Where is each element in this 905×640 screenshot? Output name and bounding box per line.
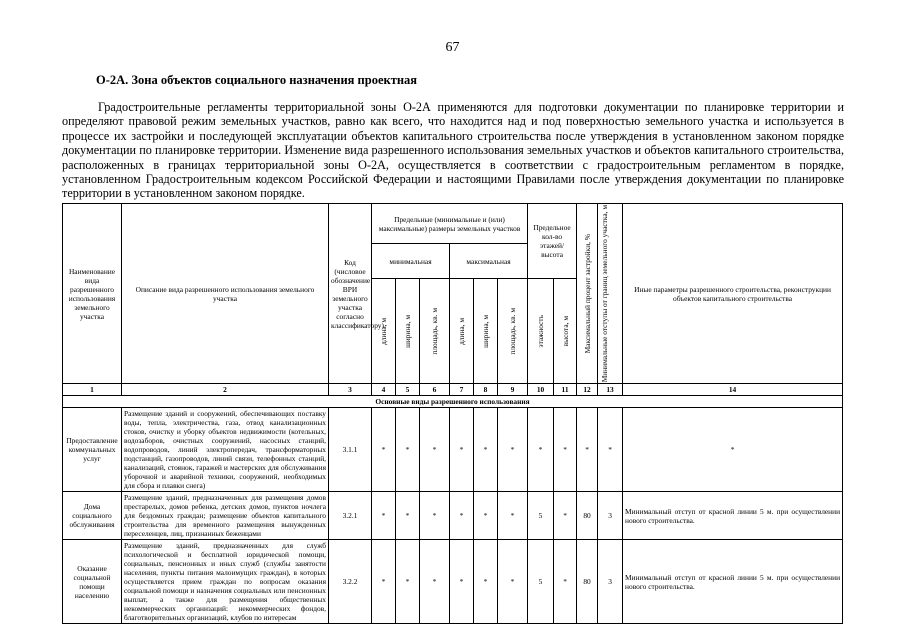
header-description: Описание вида разрешенного использования земельного участка (122, 204, 329, 384)
cell-max-coverage: 80 (577, 492, 598, 540)
row-code: 3.2.1 (329, 492, 372, 540)
header-max-coverage: Максимальный процент застройки, % (577, 204, 598, 384)
row-description: Размещение зданий и сооружений, обеспечивающих поставку воды, тепла, электричества, газа, отвод канализационных стоков, очистку и уборку объектов недвижимости (котельных, водозаборов, очистных сооружений, насосных станций, водопроводов, линий электропередач, трансформаторных подстанций, газопроводов, линий связи, телефонных станций, канализаций, стоянок, гаражей и мастерских для обслуживания уборочной и аварийной техники, сооружений, необходимых для сбора и плавки снега) (122, 408, 329, 492)
column-number: 1 (63, 384, 122, 396)
table-row (63, 408, 843, 492)
row-other-params: * (623, 408, 843, 492)
cell-max-coverage: * (577, 408, 598, 492)
row-name: Дома социального обслуживания (63, 492, 122, 540)
cell-max-area: * (498, 408, 528, 492)
header-max: максимальная (450, 244, 528, 279)
cell-height: * (554, 492, 577, 540)
column-number: 11 (554, 384, 577, 396)
column-number: 2 (122, 384, 329, 396)
header-min-length: длина, м (372, 278, 396, 384)
header-name: Наименование вида разрешенного использования земельного участка (63, 204, 122, 384)
cell-max-width: * (474, 408, 498, 492)
row-name: Предоставление коммунальных услуг (63, 408, 122, 492)
cell-max-area: * (498, 492, 528, 540)
regulations-table (62, 203, 843, 624)
header-max-length: длина, м (450, 278, 474, 384)
cell-height: * (554, 540, 577, 624)
header-min-width: ширина, м (396, 278, 420, 384)
page-number: 67 (445, 40, 460, 55)
column-number: 13 (598, 384, 623, 396)
intro-paragraph: Градостроительные регламенты территориальной зоны О-2А применяются для подготовки документации по планировке территории и определяют правовой режим земельных участков, равно как всего, что находится над и под поверхностью земельного участка и используется в процессе их застройки и последующей эксплуатации объектов капитального строительства после утверждения в установленном законом порядке документации по планировке территории. Изменение вида разрешенного использования земельных участков и объектов капитального строительства, расположенных в границах территориальной зоны О-2А, осуществляется в соответствии с градостроительным регламентом в порядке, установленном Градостроительным кодексом Российской Федерации и настоящими Правилами после утверждения документации по планировке территории в установленном законом порядке. (62, 100, 844, 201)
cell-min-length: * (372, 408, 396, 492)
row-name: Оказание социальной помощи населению (63, 540, 122, 624)
header-max-area: площадь, кв. м (498, 278, 528, 384)
table-row (63, 540, 843, 624)
column-number: 6 (420, 384, 450, 396)
column-number: 10 (528, 384, 554, 396)
header-min-area: площадь, кв. м (420, 278, 450, 384)
cell-height: * (554, 408, 577, 492)
header-height: высота, м (554, 278, 577, 384)
header-floor-count: этажность (528, 278, 554, 384)
column-number: 9 (498, 384, 528, 396)
table-row (63, 492, 843, 540)
section-label: Основные виды разрешенного использования (63, 396, 843, 408)
row-other-params: Минимальный отступ от красной линии 5 м. при осуществлении нового строительства. (623, 492, 843, 540)
cell-min-setback: 3 (598, 540, 623, 624)
cell-min-length: * (372, 540, 396, 624)
cell-floor-count: * (528, 408, 554, 492)
column-number: 14 (623, 384, 843, 396)
cell-min-area: * (420, 540, 450, 624)
cell-max-length: * (450, 492, 474, 540)
cell-min-width: * (396, 492, 420, 540)
cell-min-setback: * (598, 408, 623, 492)
section-title: О-2А. Зона объектов социального назначения проектная (96, 73, 418, 87)
row-code: 3.1.1 (329, 408, 372, 492)
column-number: 3 (329, 384, 372, 396)
cell-floor-count: 5 (528, 540, 554, 624)
column-number: 7 (450, 384, 474, 396)
row-code: 3.2.2 (329, 540, 372, 624)
cell-min-area: * (420, 492, 450, 540)
row-description: Размещение зданий, предназначенных для служб психологической и бесплатной юридической помощи, социальных, пенсионных и иных служб (службы занятости населения, пункты питания малоимущих граждан), в которых осуществляется прием граждан по вопросам оказания социальной помощи и назначения социальных или пенсионных выплат, а также для размещения общественных некоммерческих организаций: некоммерческих фондов, благотворительных организаций, клубов по интересам (122, 540, 329, 624)
header-max-width: ширина, м (474, 278, 498, 384)
row-other-params: Минимальный отступ от красной линии 5 м. при осуществлении нового строительства. (623, 540, 843, 624)
cell-max-width: * (474, 492, 498, 540)
cell-floor-count: 5 (528, 492, 554, 540)
cell-max-area: * (498, 540, 528, 624)
cell-min-area: * (420, 408, 450, 492)
header-min-setback: Минимальные отступы от границ земельного участка, м (598, 204, 623, 384)
header-code: Код (числовое обозначение ВРИ земельного участка согласно классификатору) (329, 204, 372, 384)
header-min: минимальная (372, 244, 450, 279)
cell-max-width: * (474, 540, 498, 624)
row-description: Размещение зданий, предназначенных для размещения домов престарелых, домов ребенка, детских домов, пунктов ночлега для бездомных граждан; размещение объектов капитального строительства для временного размещения вынужденных переселенцев, лиц, признанных беженцами (122, 492, 329, 540)
header-plot-sizes: Предельные (минимальные и (или) максимальные) размеры земельных участков (372, 204, 528, 244)
cell-max-length: * (450, 408, 474, 492)
column-number: 12 (577, 384, 598, 396)
column-number: 5 (396, 384, 420, 396)
cell-max-length: * (450, 540, 474, 624)
cell-max-coverage: 80 (577, 540, 598, 624)
cell-min-length: * (372, 492, 396, 540)
column-number: 4 (372, 384, 396, 396)
cell-min-width: * (396, 540, 420, 624)
cell-min-width: * (396, 408, 420, 492)
header-other-params: Иные параметры разрешенного строительства, реконструкции объектов капитального строительства (623, 204, 843, 384)
column-number: 8 (474, 384, 498, 396)
cell-min-setback: 3 (598, 492, 623, 540)
header-floors: Предельное кол-во этажей/ высота (528, 204, 577, 279)
